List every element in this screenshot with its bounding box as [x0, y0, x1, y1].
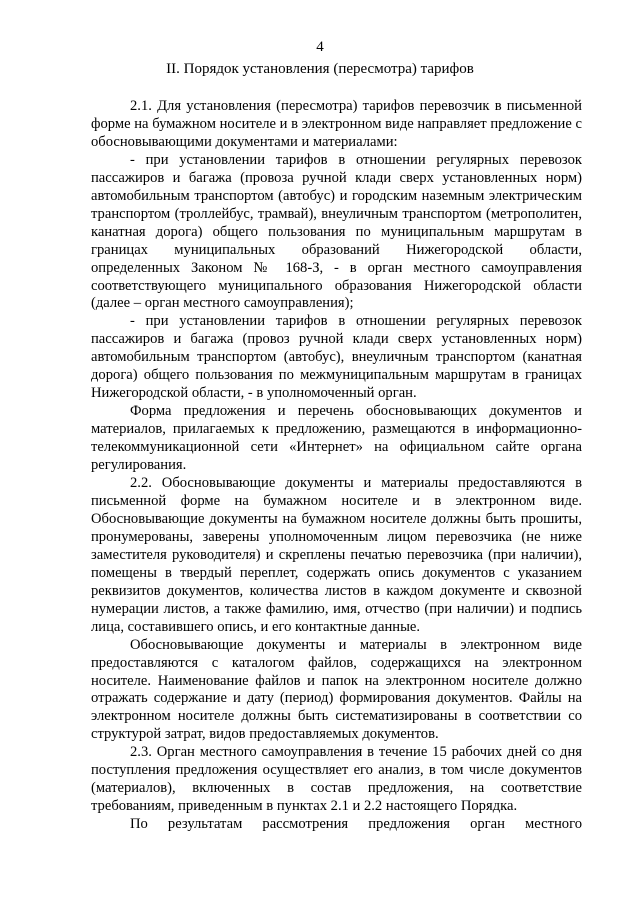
- paragraph-review-results: По результатам рассмотрения предложения орган местного: [130, 816, 582, 833]
- paragraph-2-2: 2.2. Обосновывающие документы и материалы предоставляются в письменной форме на бумажном носителе и в электронном виде. Обосновывающие документы на бумажном носителе должны быть прошиты, пронумерованы, заверены уполномоченным лицом перевозчика (не ниже заместителя руководителя) и скреплены печатью перевозчика (при наличии), помещены в твердый переплет, содержать опись документов с указанием реквизитов документов, количества листов в каждом документе и сквозной нумерации листов, а также фамилию, имя, отчество (при наличии) и подпись лица, составившего опись, и его контактные данные.: [91, 475, 582, 635]
- paragraph-2-1: 2.1. Для установления (пересмотра) тарифов перевозчик в письменной форме на бумажном носителе и в электронном виде направляет предложение с обосновывающими документами и материалами:: [91, 98, 582, 150]
- paragraph-municipal-tariffs: - при установлении тарифов в отношении регулярных перевозок пассажиров и багажа (провоза ручной клади сверх установленных норм) автомобильным транспортом (автобус) и городским наземным электрическим транспортом (троллейбус, трамвай), внеуличным транспортом (метрополитен, канатная дорога) общего пользования по муниципальным маршрутам в границах муниципальных образований Нижегородской области, определенных Законом № 168-З, - в орган местного самоуправления соответствующего муниципального образования Нижегородской области (далее – орган местного самоуправления);: [91, 151, 582, 312]
- paragraph-proposal-form: Форма предложения и перечень обосновывающих документов и материалов, прилагаемых к предложению, размещаются в информационно-телекоммуникационной сети «Интернет» на официальном сайте органа регулирования.: [91, 403, 582, 474]
- page-number: 4: [316, 39, 324, 55]
- paragraph-intermunicipal-tariffs: - при установлении тарифов в отношении регулярных перевозок пассажиров и багажа (провоз ручной клади сверх установленных норм) автомобильным транспортом (автобус), внеуличным транспортом (канатная дорога) общего пользования по межмуниципальным маршрутам в границах Нижегородской области, - в уполномоченный орган.: [91, 313, 582, 402]
- paragraph-electronic-documents: Обосновывающие документы и материалы в электронном виде предоставляются с каталогом файлов, содержащихся на электронном носителе. Наименование файлов и папок на электронном носителе должно отражать содержание и дату (период) формирования документов. Файлы на электронном носителе должны быть систематизированы в соответствии со структурой затрат, видов предоставляемых документов.: [91, 636, 582, 743]
- section-title: II. Порядок установления (пересмотра) тарифов: [166, 61, 474, 77]
- paragraph-2-3: 2.3. Орган местного самоуправления в течение 15 рабочих дней со дня поступления предложения осуществляет его анализ, в том числе документов (материалов), включенных в состав предложения, на соответствие требованиям, приведенным в пунктах 2.1 и 2.2 настоящего Порядка.: [91, 744, 582, 815]
- document-body: [91, 98, 582, 834]
